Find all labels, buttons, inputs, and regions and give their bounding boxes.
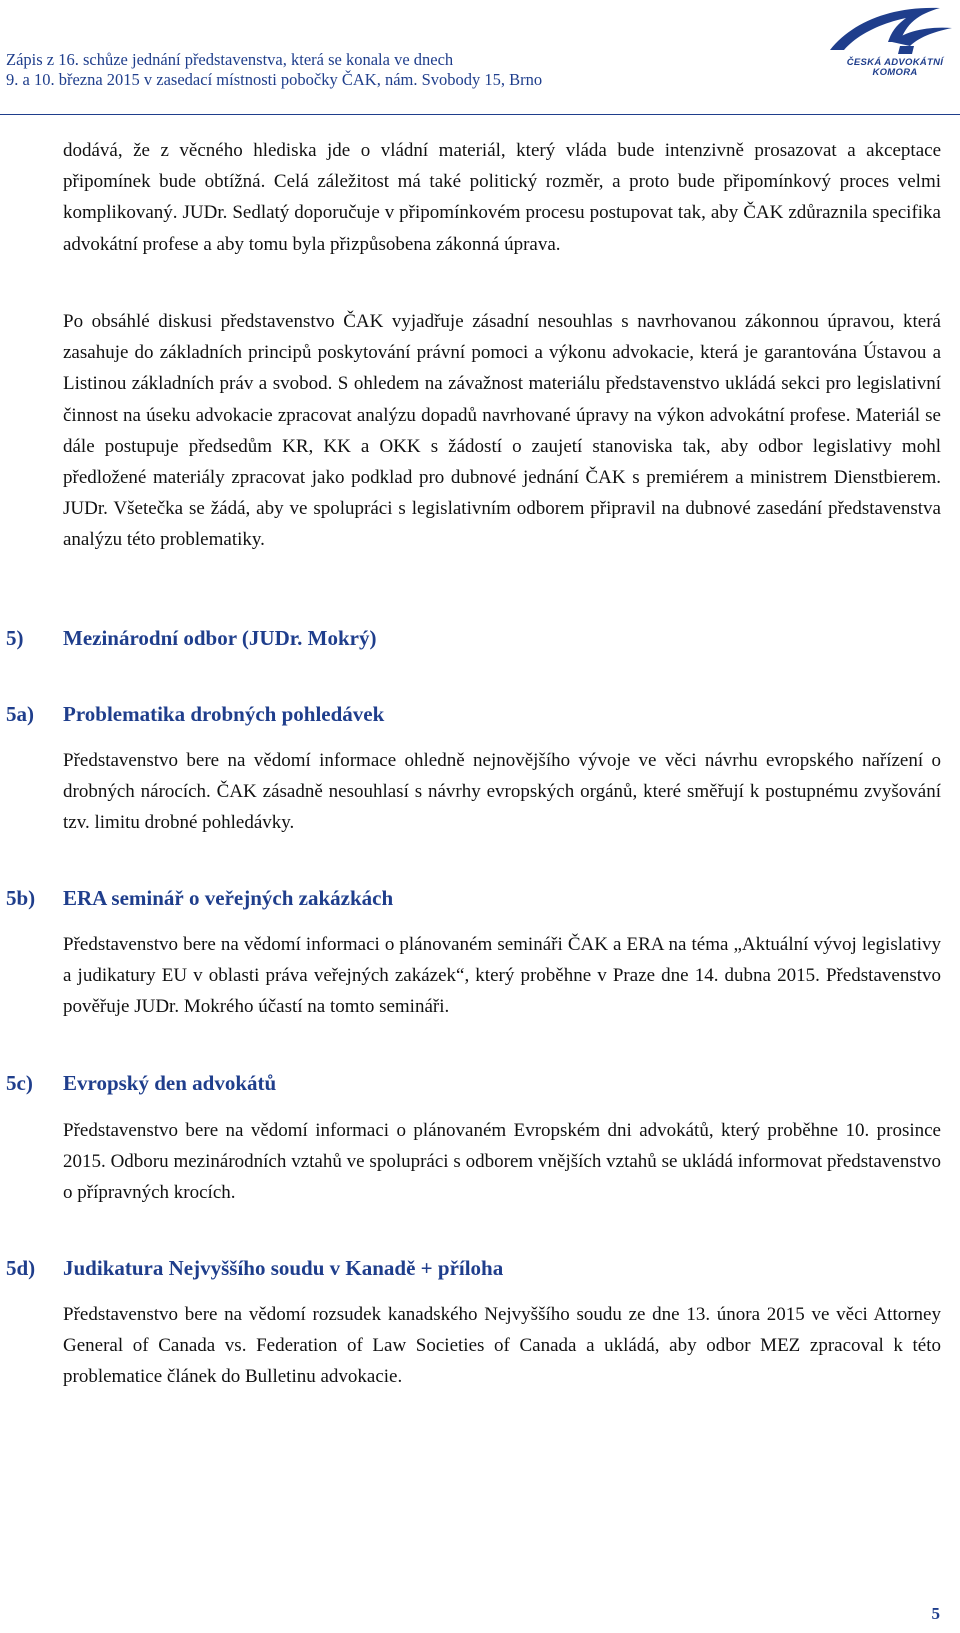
logo-line-1: ČESKÁ ADVOKÁTNÍ	[846, 57, 944, 68]
header-divider	[0, 114, 960, 115]
section-title: Mezinárodní odbor (JUDr. Mokrý)	[63, 626, 377, 650]
page-number: 5	[931, 1604, 940, 1623]
header-text	[6, 50, 542, 90]
section-number: 5b)	[6, 886, 36, 910]
header-line-1: Zápis z 16. schůze jednání představenstva, která se konala ve dnech	[6, 50, 454, 69]
section-number: 5c)	[6, 1071, 33, 1095]
section-title: Evropský den advokátů	[63, 1071, 277, 1095]
paragraph-5c: Představenstvo bere na vědomí informaci o plánovaném Evropském dni advokátů, který proběhne 10. prosince 2015. Odboru mezinárodních vztahů ve spolupráci s odborem vnějších vztahů se ukládá informovat představenstvo o přípravných krocích.	[63, 1120, 941, 1204]
paragraph-5b: Představenstvo bere na vědomí informaci o plánovaném semináři ČAK a ERA na téma „Aktuální vývoj legislativy a judikatury EU v oblasti práva veřejných zakázek“, který proběhne v Praze dne 14. dubna 2015. Představenstvo pověřuje JUDr. Mokrého účastí na tomto semináři.	[63, 934, 941, 1018]
paragraph-resolution: Po obsáhlé diskusi představenstvo ČAK vyjadřuje zásadní nesouhlas s navrhovanou zákonnou úpravou, která zasahuje do základních principů poskytování právní pomoci a výkonu advokacie, která je garantována Ústavou a Listinou základních práv a svobod. S ohledem na závažnost materiálu představenstvo ukládá sekci pro legislativní činnost na úseku advokacie zpracovat analýzu dopadů navrhované úpravy na výkon advokátní profese. Materiál se dále postupuje předsedům KR, KK a OKK s žádostí o zaujetí stanoviska tak, aby odbor legislativy mohl předložené materiály zpracovat jako podklad pro dubnové jednání ČAK s premiérem a ministrem Dienstbierem. JUDr. Všetečka se žádá, aby ve spolupráci s legislativním odborem připravil na dubnové zasedání představenstva analýzu této problematiky.	[63, 311, 941, 551]
section-number: 5d)	[6, 1256, 36, 1280]
logo-line-2: KOMORA	[872, 67, 918, 78]
section-title: Judikatura Nejvyššího soudu v Kanadě + příloha	[63, 1256, 504, 1280]
section-title: ERA seminář o veřejných zakázkách	[63, 886, 394, 910]
page-header	[0, 0, 960, 116]
section-number: 5)	[6, 626, 24, 650]
section-number: 5a)	[6, 702, 34, 726]
section-heading-5d	[6, 1254, 503, 1282]
section-heading-5a	[6, 700, 384, 728]
section-heading-5c	[6, 1069, 276, 1097]
section-heading-5b	[6, 884, 393, 912]
paragraph-5d: Představenstvo bere na vědomí rozsudek kanadského Nejvyššího soudu ze dne 13. února 2015 ve věci Attorney General of Canada vs. Federation of Law Societies of Canada a ukládá, aby odbor MEZ zpracoval k této problematice článek do Bulletinu advokacie.	[63, 1304, 941, 1388]
logo-text	[830, 58, 960, 78]
paragraph-continuation: dodává, že z věcného hlediska jde o vládní materiál, který vláda bude intenzivně prosazovat a akceptace připomínek bude obtížná. Celá záležitost má také politický rozměr, a proto bude připomínkový proces velmi komplikovaný. JUDr. Sedlatý doporučuje v připomínkovém procesu postupovat tak, aby ČAK zdůraznila specifika advokátní profese a aby tomu byla přizpůsobena zákonná úprava.	[63, 140, 941, 255]
section-title: Problematika drobných pohledávek	[63, 702, 385, 726]
section-heading-5	[6, 624, 376, 652]
paragraph-5a: Představenstvo bere na vědomí informace ohledně nejnovějšího vývoje ve věci návrhu evropského nařízení o drobných nárocích. ČAK zásadně nesouhlasí s návrhy evropských orgánů, které směřují k postupnému zvyšování tzv. limitu drobné pohledávky.	[63, 750, 941, 834]
header-line-2: 9. a 10. března 2015 v zasedací místnosti pobočky ČAK, nám. Svobody 15, Brno	[6, 70, 543, 89]
